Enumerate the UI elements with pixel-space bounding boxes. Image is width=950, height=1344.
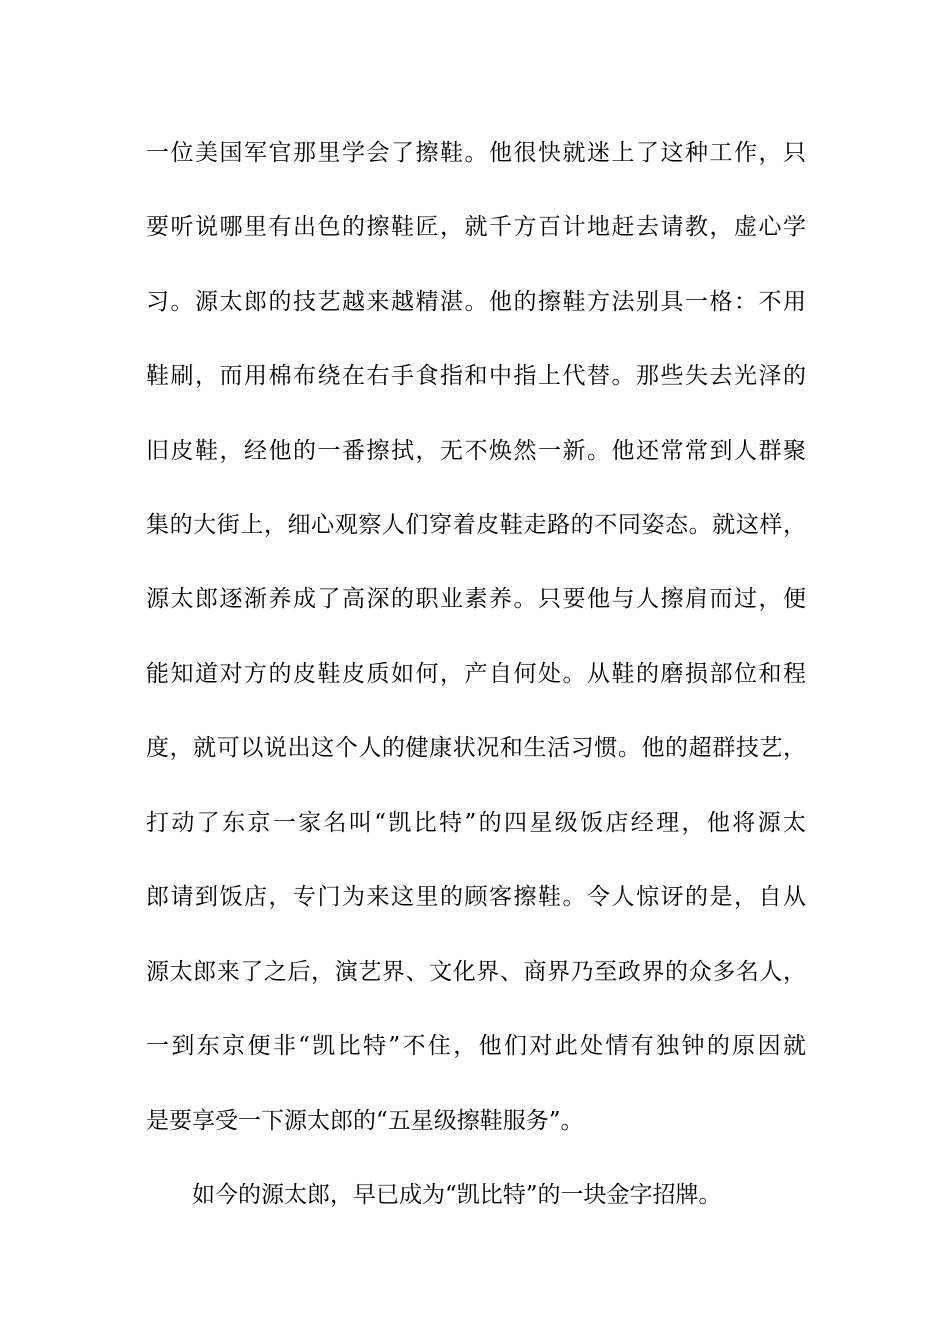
text-line: 如今的源太郎，早已成为“凯比特”的一块金字招牌。: [192, 1182, 722, 1208]
text-line: 一到东京便非“凯比特”不住，他们对此处情有独钟的原因就: [146, 1033, 806, 1059]
text-line: 鞋刷，而用棉布绕在右手食指和中指上代替。那些失去光泽的: [146, 363, 806, 389]
text-line: 源太郎逐渐养成了高深的职业素养。只要他与人擦肩而过，便: [146, 586, 806, 612]
text-line: 能知道对方的皮鞋皮质如何，产自何处。从鞋的磨损部位和程: [146, 661, 806, 687]
text-line: 度，就可以说出这个人的健康状况和生活习惯。他的超群技艺，: [146, 735, 806, 761]
text-line: 集的大街上，细心观察人们穿着皮鞋走路的不同姿态。就这样，: [146, 512, 806, 538]
text-line: 习。源太郎的技艺越来越精湛。他的擦鞋方法别具一格：不用: [146, 289, 806, 315]
text-line: 旧皮鞋，经他的一番擦拭，无不焕然一新。他还常常到人群聚: [146, 438, 806, 464]
text-line: 一位美国军官那里学会了擦鞋。他很快就迷上了这种工作，只: [146, 140, 806, 166]
text-line: 要听说哪里有出色的擦鞋匠，就千方百计地赶去请教，虚心学: [146, 214, 806, 240]
text-line: 郎请到饭店，专门为来这里的顾客擦鞋。令人惊讶的是，自从: [146, 884, 806, 910]
text-line: 源太郎来了之后，演艺界、文化界、商界乃至政界的众多名人，: [146, 959, 806, 985]
text-line: 是要享受一下源太郎的“五星级擦鞋服务”。: [146, 1108, 584, 1134]
text-line: 打动了东京一家名叫“凯比特”的四星级饭店经理，他将源太: [146, 810, 806, 836]
